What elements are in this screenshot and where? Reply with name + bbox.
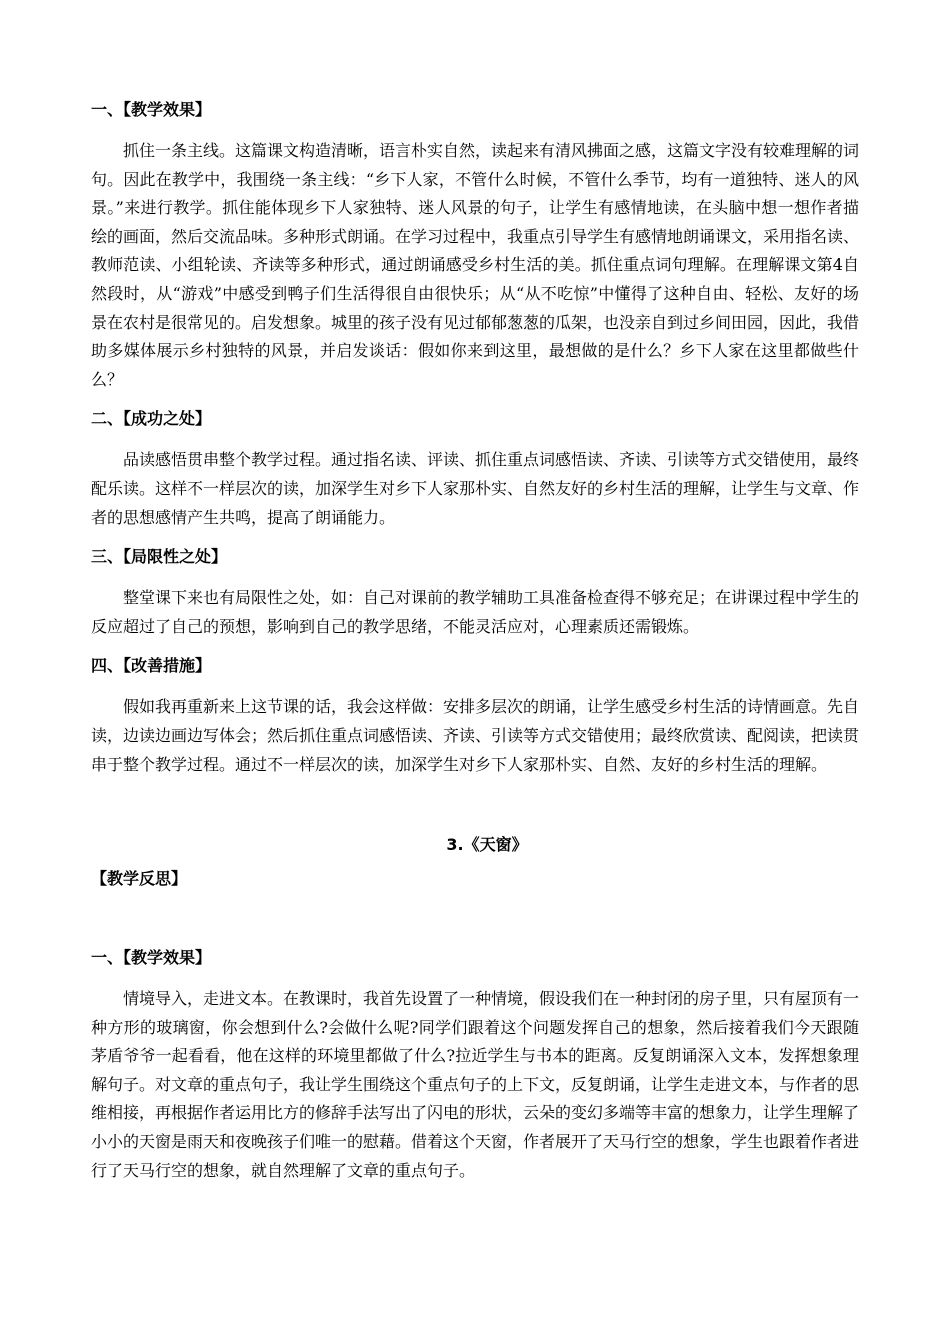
section-paragraph-limitations: 整堂课下来也有局限性之处，如：自己对课前的教学辅助工具准备检查得不够充足；在讲课过程中学生的反应超过了自己的预想，影响到自己的教学思绪，不能灵活应对，心理素质还需锻炼。 xyxy=(91,588,860,636)
section-heading-teaching-effect: 一、【教学效果】 xyxy=(91,100,212,119)
section-heading-success: 二、【成功之处】 xyxy=(91,409,212,429)
section-heading-improvement: 四、【改善措施】 xyxy=(91,656,212,676)
lesson-title: 3.《天窗》 xyxy=(446,835,528,855)
section-paragraph-teaching-effect: 抓住一条主线。这篇课文构造清晰，语言朴实自然，读起来有清风拂面之感，这篇文字没有较难理解的词句。因此在教学中，我围绕一条主线：“乡下人家，不管什么时候，不管什么季节，均有一道独特、迷人的风景。”来进行教学。抓住能体现乡下人家独特、迷人风景的句子，让学生有感情地读，在头脑中想一想作者描绘的画面，然后交流品味。多种形式朗诵。在学习过程中，我重点引导学生有感情地朗诵课文，采用指名读、教师范读、小组轮读、齐读等多种形式，通过朗诵感受乡村生活的美。抓住重点词句理解。在理解课文第4自然段时，从“游戏”中感受到鸭子们生活得很自由很快乐；从“从不吃惊”中懂得了这种自由、轻松、友好的场景在农村是很常见的。启发想象。城里的孩子没有见过郁郁葱葱的瓜架，也没亲自到过乡间田园，因此，我借助多媒体展示乡村独特的风景，并启发谈话：假如你来到这里，最想做的是什么？乡下人家在这里都做些什么？ xyxy=(91,141,860,389)
reflection-heading: 【教学反思】 xyxy=(91,869,188,889)
section-paragraph-improvement: 假如我再重新来上这节课的话，我会这样做：安排多层次的朗诵，让学生感受乡村生活的诗情画意。先自读，边读边画边写体会；然后抓住重点词感悟读、齐读、引读等方式交错使用；最终欣赏读、配阅读，把读贯串于整个教学过程。通过不一样层次的读，加深学生对乡下人家那朴实、自然、友好的乡村生活的理解。 xyxy=(91,697,860,774)
lesson-paragraph-teaching-effect: 情境导入，走进文本。在教课时，我首先设置了一种情境，假设我们在一种封闭的房子里，只有屋顶有一种方形的玻璃窗，你会想到什么?会做什么呢?同学们跟着这个问题发挥自己的想象，然后接着我们今天跟随茅盾爷爷一起看看，他在这样的环境里都做了什么?拉近学生与书本的距离。反复朗诵深入文本，发挥想象理解句子。对文章的重点句子，我让学生围绕这个重点句子的上下文，反复朗诵，让学生走进文本，与作者的思维相接，再根据作者运用比方的修辞手法写出了闪电的形状，云朵的变幻多端等丰富的想象力，让学生理解了小小的天窗是雨天和夜晚孩子们唯一的慰藉。借着这个天窗，作者展开了天马行空的想象，学生也跟着作者进行了天马行空的想象，就自然理解了文章的重点句子。 xyxy=(91,989,860,1180)
section-paragraph-success: 品读感悟贯串整个教学过程。通过指名读、评读、抓住重点词感悟读、齐读、引读等方式交错使用，最终配乐读。这样不一样层次的读，加深学生对乡下人家那朴实、自然友好的乡村生活的理解，让学生与文章、作者的思想感情产生共鸣，提高了朗诵能力。 xyxy=(91,450,860,527)
lesson-heading-teaching-effect: 一、【教学效果】 xyxy=(91,948,212,968)
document-page xyxy=(91,98,859,1185)
section-heading-limitations: 三、【局限性之处】 xyxy=(91,547,228,567)
